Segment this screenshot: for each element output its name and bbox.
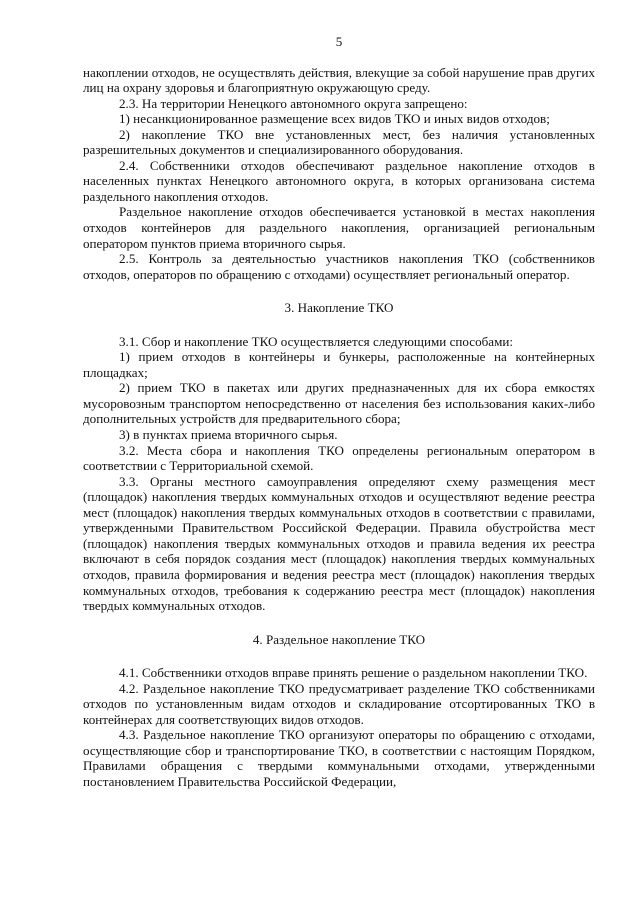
- paragraph-separate-accumulation: Раздельное накопление отходов обеспечивается установкой в местах накопления отходов контейнеров для раздельного накопления, организацией региональным оператором пунктов приема вторичного сырья.: [83, 204, 595, 251]
- paragraph-2-3: 2.3. На территории Ненецкого автономного округа запрещено:: [119, 95, 468, 111]
- section-heading-4: 4. Раздельное накопление ТКО: [252, 631, 426, 647]
- paragraph-2-5: 2.5. Контроль за деятельностью участников накопления ТКО (собственников отходов, операторов по обращению с отходами) осуществляет региональный оператор.: [83, 251, 595, 282]
- section-heading-3: 3. Накопление ТКО: [284, 300, 394, 316]
- list-item-3-1-3: 3) в пунктах приема вторичного сырья.: [119, 427, 338, 443]
- paragraph-2-4: 2.4. Собственники отходов обеспечивают раздельное накопление отходов в населенных пунктах Ненецкого автономного округа, в которых организована система раздельного накопления отходов.: [83, 157, 595, 204]
- list-item-2-3-2: 2) накопление ТКО вне установленных мест, без наличия установленных разрешительных документов и специализированного оборудования.: [83, 126, 595, 158]
- document-page: [83, 34, 595, 790]
- page-number: 5: [335, 34, 343, 49]
- paragraph-4-2: 4.2. Раздельное накопление ТКО предусматривает разделение ТКО собственниками отходов по установленным видам отходов и складирование отсортированных ТКО в контейнерах для соответствующих видов отходов.: [83, 680, 595, 727]
- paragraph-3-1: 3.1. Сбор и накопление ТКО осуществляется следующими способами:: [119, 333, 514, 349]
- list-item-2-3-1: 1) несанкционированное размещение всех видов ТКО и иных видов отходов;: [119, 111, 550, 127]
- paragraph-continuation: накоплении отходов, не осуществлять действия, влекущие за собой нарушение прав других лиц на охрану здоровья и благоприятную окружающую среду.: [83, 64, 595, 96]
- paragraph-3-2: 3.2. Места сбора и накопления ТКО определены региональным оператором в соответствии с Территориальной схемой.: [83, 442, 595, 474]
- paragraph-4-1: 4.1. Собственники отходов вправе принять решение о раздельном накоплении ТКО.: [119, 665, 588, 681]
- list-item-3-1-2: 2) прием ТКО в пакетах или других предназначенных для их сбора емкостях мусоровозным транспортом непосредственно от населения без использования каких-либо дополнительных устройств для предварительного сбора;: [83, 380, 595, 427]
- paragraph-4-3: 4.3. Раздельное накопление ТКО организуют операторы по обращению с отходами, осуществляющие сбор и транспортирование ТКО, в соответствии с настоящим Порядком, Правилами обращения с твердыми коммунальными отходами, утвержденными постановлением Правительства Российской Федерации,: [83, 727, 595, 789]
- paragraph-3-3: 3.3. Органы местного самоуправления определяют схему размещения мест (площадок) накопления твердых коммунальных отходов и осуществляют ведение реестра мест (площадок) накопления твердых коммунальных отходов в соответствии с правилами, утвержденными Правительством Российской Федерации. Правила обустройства мест (площадок) накопления твердых коммунальных отходов и правила ведения их реестра включают в себя порядок создания мест (площадок) накопления твердых коммунальных отходов, правила формирования и ведения реестра мест (площадок) накопления твердых коммунальных отходов, требования к содержанию реестра мест (площадок) накопления твердых коммунальных отходов.: [83, 473, 595, 614]
- list-item-3-1-1: 1) прием отходов в контейнеры и бункеры, расположенные на контейнерных площадках;: [83, 349, 595, 380]
